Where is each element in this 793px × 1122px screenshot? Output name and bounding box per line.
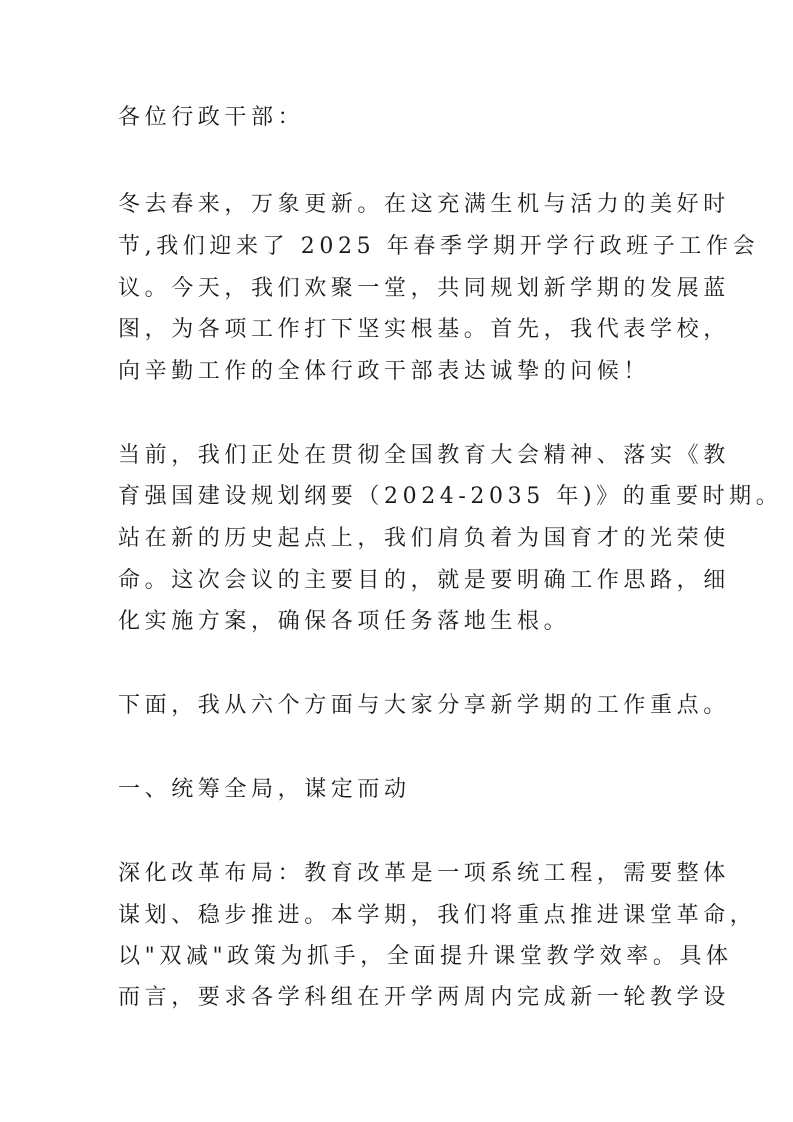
text-line: 节,我们迎来了 2025 年春季学期开学行政班子工作会 — [118, 234, 760, 259]
text-line: 以"双减"政策为抓手，全面提升课堂教学效率。具体 — [118, 944, 733, 969]
text-line: 议。今天，我们欢聚一堂，共同规划新学期的发展蓝 — [118, 276, 730, 301]
salutation: 各位行政干部： — [118, 105, 305, 130]
paragraph-intro: 下面，我从六个方面与大家分享新学期的工作重点。 — [118, 693, 730, 718]
text-line: 向辛勤工作的全体行政干部表达诚挚的问候！ — [118, 359, 651, 384]
text-line: 当前，我们正处在贯彻全国教育大会精神、落实《教 — [118, 443, 730, 468]
section-heading: 一、统筹全局，谋定而动 — [118, 777, 411, 802]
text-line: 化实施方案，确保各项任务落地生根。 — [118, 609, 571, 634]
text-line: 谋划、稳步推进。本学期，我们将重点推进课堂革命， — [118, 903, 757, 928]
text-line: 站在新的历史起点上，我们肩负着为国育才的光荣使 — [118, 526, 730, 551]
text-line: 图，为各项工作打下坚实根基。首先，我代表学校， — [118, 317, 730, 342]
text-line: 而言，要求各学科组在开学两周内完成新一轮教学设 — [118, 985, 730, 1010]
text-line: 育强国建设规划纲要（2024-2035 年)》的重要时期。 — [118, 484, 783, 509]
text-line: 冬去春来，万象更新。在这充满生机与活力的美好时 — [118, 192, 730, 217]
text-line: 深化改革布局：教育改革是一项系统工程，需要整体 — [118, 861, 730, 886]
text-line: 命。这次会议的主要目的，就是要明确工作思路，细 — [118, 568, 730, 593]
